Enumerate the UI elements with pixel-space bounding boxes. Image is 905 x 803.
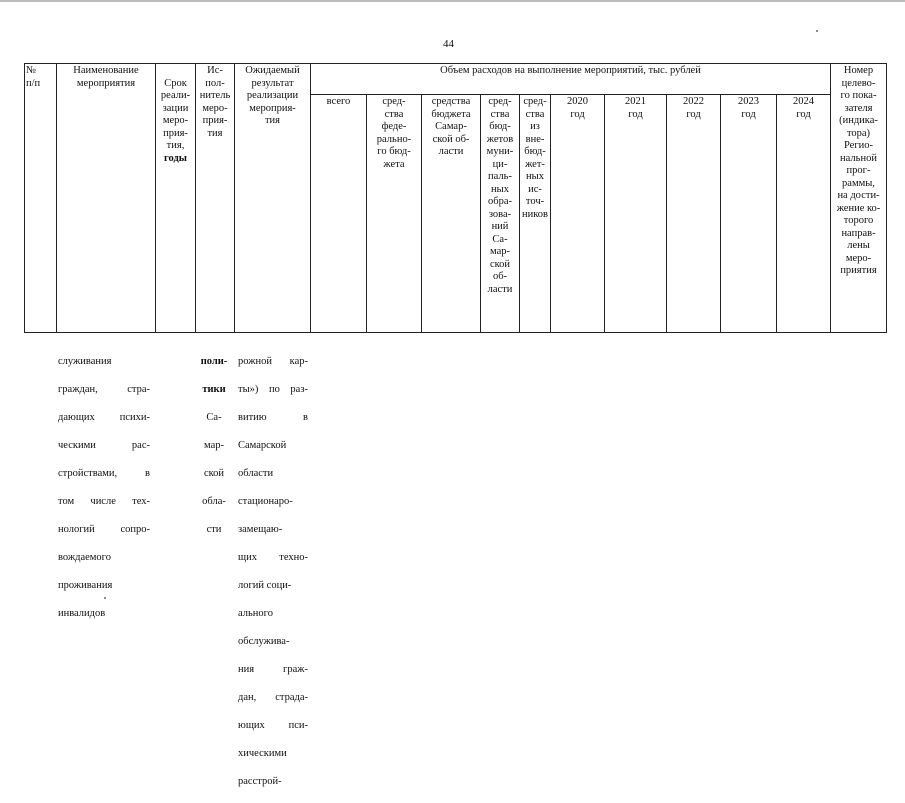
header-num: № п/п — [25, 64, 57, 333]
continuation-line: стационаро- — [238, 496, 293, 507]
continuation-line: области — [238, 468, 274, 479]
header-executor: Ис- пол- нитель меро- прия- тия — [196, 64, 235, 333]
continuation-line: нологий сопро- — [58, 524, 150, 535]
continuation-line: ской — [203, 468, 225, 479]
subheader-extrabudgetary: сред- ства из вне- бюд- жет- ных ис- точ- ников — [520, 95, 551, 333]
header-name: Наименование мероприятия — [57, 64, 156, 333]
continuation-line: щих техно- — [238, 552, 308, 563]
continuation-line: поли- — [200, 356, 228, 367]
page-number: 44 — [443, 38, 454, 50]
top-scan-rule — [0, 0, 905, 2]
continuation-line: ческими рас- — [58, 440, 150, 451]
continuation-result — [238, 341, 308, 803]
continuation-line: вождаемого — [58, 552, 111, 563]
subheader-2023: 2023 год — [721, 95, 777, 333]
continuation-line: тики — [202, 384, 226, 395]
scan-speck — [816, 30, 818, 32]
continuation-line: инвалидов — [58, 608, 106, 619]
continuation-line: служивания — [58, 356, 112, 367]
continuation-line: ния граж- — [238, 664, 308, 675]
header-term-text: Срок реали- зации меро- прия- тия, годы — [160, 77, 191, 164]
subheader-federal: сред- ства феде- рально- го бюд- жета — [367, 95, 422, 333]
subheader-regional: средства бюджета Самар- ской об- ласти — [422, 95, 481, 333]
continuation-line: Са- — [206, 412, 222, 423]
continuation-line: обслужива- — [238, 636, 290, 647]
header-indicator: Номер целево- го пока- зателя (индика- тора) Регио- нальной прог- раммы, на дости- жение ко- торого направ- лены меро- приятия — [831, 64, 887, 333]
continuation-executor — [196, 341, 232, 551]
subheader-total: всего — [311, 95, 367, 333]
continuation-line: замещаю- — [238, 524, 283, 535]
continuation-line: сти — [206, 524, 222, 535]
continuation-line: витию в — [238, 412, 308, 423]
continuation-line: дающих психи- — [58, 412, 150, 423]
header-term — [156, 64, 196, 333]
continuation-line: Самарской — [238, 440, 287, 451]
continuation-line: расстрой- — [238, 776, 282, 787]
continuation-line: ального — [238, 608, 273, 619]
continuation-line: обла- — [202, 496, 226, 507]
continuation-line: граждан, стра- — [58, 384, 150, 395]
continuation-name — [58, 341, 150, 635]
header-result: Ожидаемый результат реализации мероприя- тия — [235, 64, 311, 333]
subheader-2022: 2022 год — [667, 95, 721, 333]
subheader-2024: 2024 год — [777, 95, 831, 333]
continuation-line: мар- — [204, 440, 224, 451]
continuation-line: дан, страда- — [238, 692, 308, 703]
continuation-line: ты») по раз- — [238, 384, 308, 395]
subheader-2021: 2021 год — [605, 95, 667, 333]
continuation-line: том числе тех- — [58, 496, 150, 507]
continuation-line: логий соци- — [238, 580, 292, 591]
expenses-table — [24, 63, 887, 333]
subheader-municipal: сред- ства бюд- жетов муни- ци- паль- ных обра- зова- ний Са- мар- ской об- ласти — [481, 95, 520, 333]
header-expenses-group: Объем расходов на выполнение мероприятий, тыс. рублей — [311, 64, 831, 95]
continuation-line: ющих пси- — [238, 720, 308, 731]
continuation-line: хическими — [238, 748, 287, 759]
continuation-line: стройствами, в — [58, 468, 150, 479]
subheader-2020: 2020 год — [551, 95, 605, 333]
continuation-line: рожной кар- — [238, 356, 308, 367]
continuation-line: проживания — [58, 580, 113, 591]
header-term-years: годы — [164, 152, 187, 164]
